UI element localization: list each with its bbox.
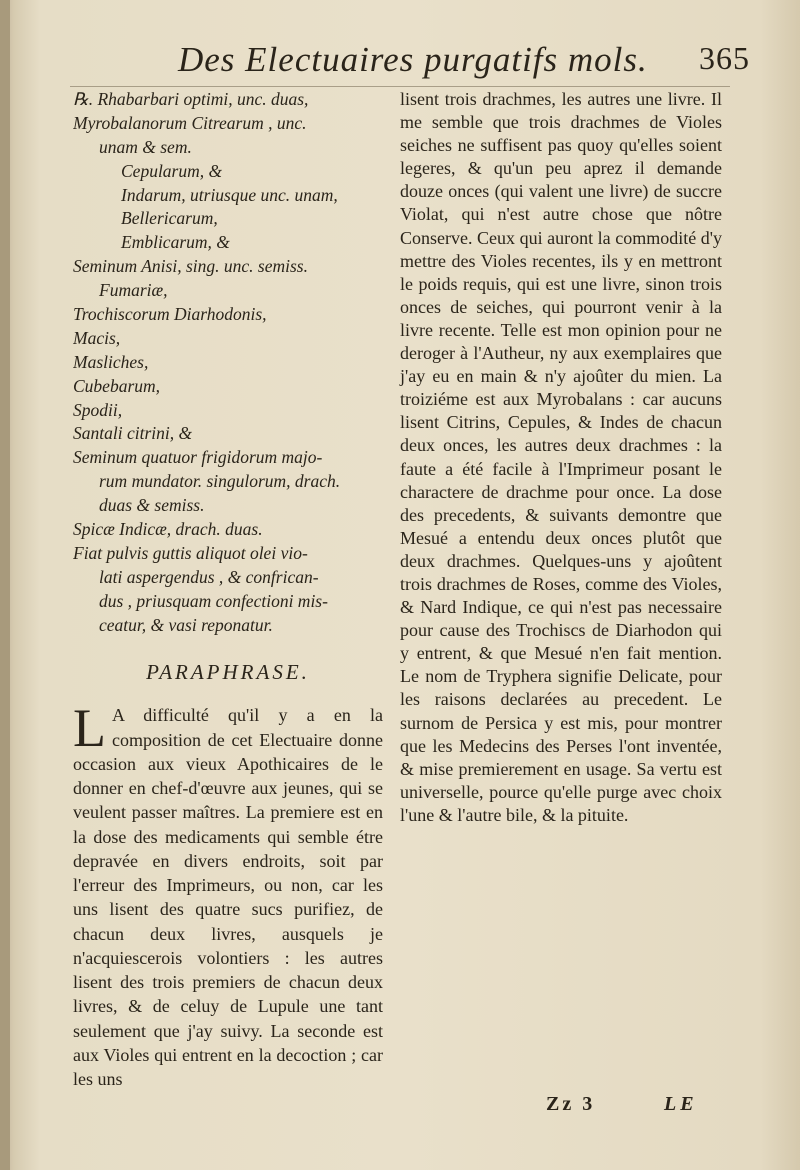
recipe-line: lati aspergendus , & confrican- [99, 566, 319, 587]
recipe-line: Cubebarum, [73, 375, 161, 396]
page-footer [546, 1093, 746, 1123]
header-rule [70, 86, 730, 87]
paraphrase-heading: PARAPHRASE. [146, 660, 310, 685]
paraphrase-text-right: lisent trois drachmes, les autres une livre. Il me semble que trois drachmes de Violes seiches ne suffisent pas quoy qu'elles soient legeres, & qu'un peu aprez il demande douze onces (qui valent une livre) de succre Violat, qui n'est autre chose que nôtre Conserve. Ceux qui auront la commodité d'y mettre des Violes recentes, ils y en mettront le poids requis, qui est une livre, sinon trois onces de seiches, qui pourront venir à la livre recente. Telle est mon opinion pour ne deroger à l'Autheur, ny aux exemplaires que j'ay eu en main & n'y ajoûter du mien. La troiziéme est aux Myrobalans : car aucuns lisent Citrins, Cepules, & Indes de chacun deux onces, les autres deux drachmes : la faute a été facile à l'Imprimeur posant le charactere de drachme pour once. La dose des precedents, & suivants demontre que Mesué a entendu deux onces plutôt que deux drachmes. Quelques-uns y ajoûtent trois drachmes de Roses, comme des Violes, & Nard Indique, ce qui n'est pas necessaire pour cause des Trochiscs de Diarhodon qui y entrent, & que Mesué n'en fait mention. Le nom de Tryphera signifie Delicate, pour les raisons declarées au precedent. Le surnom de Persica y est mis, pour montrer que les Medecins des Perses l'ont inventée, & mise premierement en usage. Sa vertu est universelle, pource qu'elle purge avec choix l'une & l'autre bile, & la pituite. [400, 89, 722, 825]
signature-mark: Zz 3 [546, 1093, 596, 1115]
left-column [73, 88, 383, 1091]
right-column [400, 88, 722, 827]
recipe-line: Masliches, [73, 351, 149, 372]
recipe-line: Bellericarum, [121, 208, 218, 229]
latin-recipe [73, 88, 383, 637]
recipe-line: Seminum quatuor frigidorum majo- [73, 447, 323, 468]
recipe-line: ℞. Rhabarbari optimi, unc. duas, [73, 89, 309, 109]
running-header [150, 40, 750, 86]
recipe-line: rum mundator. singulorum, drach. [99, 471, 341, 492]
recipe-line: Seminum Anisi, sing. unc. semiss. [73, 256, 308, 277]
recipe-line: Trochiscorum Diarhodonis, [73, 304, 267, 325]
recipe-line: unam & sem. [99, 136, 192, 157]
recipe-line: Cepularum, & [121, 160, 223, 181]
recipe-line: dus , priusquam confectioni mis- [99, 590, 328, 611]
recipe-line: Fiat pulvis guttis aliquot olei vio- [73, 542, 308, 563]
recipe-line: Macis, [73, 327, 121, 348]
paraphrase-body-left: A difficulté qu'il y a en la composition de cet Electuaire donne occasion aux vieux Apothicaires de le donner en chef-d'œuvre aux jeunes, qui se veulent passer maîtres. La premiere est en la dose des medicaments qui semble étre depravée en divers endroits, soit par l'erreur des Imprimeurs, ou non, car les uns lisent des quatre sucs purifiez, de chacun deux livres, ausquels je n'acquiescerois volontiers : les autres lisent des trois premiers de chacun deux livres, & de celuy de Lupule une tant seulement que j'ay suivy. La seconde est aux Violes qui entrent en la decoction ; car les uns [73, 705, 383, 1090]
catchword: LE [664, 1093, 698, 1115]
page-gutter [0, 0, 10, 1170]
running-title: Des Electuaires purgatifs mols. [178, 40, 648, 79]
recipe-line: Fumariæ, [99, 280, 168, 301]
recipe-line: ceatur, & vasi reponatur. [99, 614, 273, 635]
recipe-line: duas & semiss. [99, 495, 205, 516]
recipe-line: Santali citrini, & [73, 423, 193, 444]
recipe-line: Emblicarum, & [121, 232, 230, 253]
drop-cap: L [73, 698, 106, 759]
recipe-line: Indarum, utriusque unc. unam, [121, 184, 338, 205]
recipe-line: Myrobalanorum Citrearum , unc. [73, 112, 307, 133]
paraphrase-text-left [73, 698, 383, 1091]
recipe-line: Spodii, [73, 399, 123, 420]
recipe-line: Spicæ Indicæ, drach. duas. [73, 519, 263, 540]
page-number: 365 [699, 40, 750, 76]
